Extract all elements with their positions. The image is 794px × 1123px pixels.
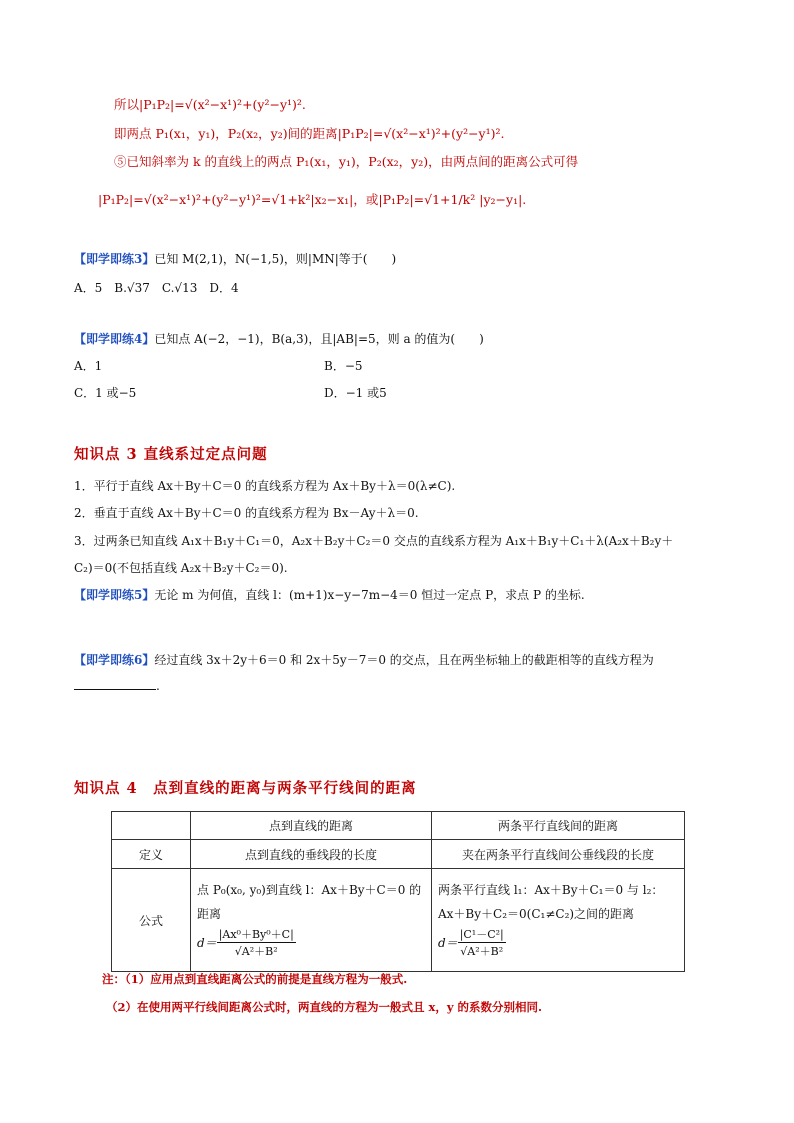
- exercise-3-tag: 【即学即练3】: [74, 252, 155, 266]
- note-2: （2）在使用两平行线间距离公式时，两直线的方程为一般式且 x，y 的系数分别相同.: [106, 1000, 543, 1014]
- formula-point-numerator: |Ax⁰＋By⁰＋C|: [218, 928, 294, 941]
- exercise-4-option-a: A．1: [74, 359, 103, 373]
- table-corner-cell: [112, 812, 191, 840]
- formula-parallel-numerator: |C¹－C²|: [459, 928, 504, 941]
- section-3-item-3b: C₂)＝0(不包括直线 A₂x＋B₂y＋C₂＝0).: [74, 561, 288, 575]
- formula-parallel-desc-2: Ax＋By＋C₂＝0(C₁≠C₂)之间的距离: [438, 907, 635, 921]
- exercise-4-option-b: B．−5: [324, 359, 363, 373]
- exercise-4-option-c: C．1 或−5: [74, 386, 137, 400]
- table-header-row: [112, 812, 685, 840]
- exercise-5: [74, 586, 585, 603]
- answer-blank-period: .: [156, 679, 160, 693]
- exercise-3-question: [74, 250, 396, 267]
- table-header-parallel-lines: 两条平行直线间的距离: [432, 812, 685, 840]
- exercise-4-text: 已知点 A(−2，−1)，B(a,3)，且|AB|=5，则 a 的值为( ): [154, 332, 484, 346]
- formula-parallel-d: d＝: [438, 936, 458, 950]
- exercise-4-option-d: D．−1 或5: [324, 386, 387, 400]
- formula-point-desc-2: 距离: [197, 907, 222, 921]
- distance-comparison-table: [111, 811, 685, 972]
- section-3-item-1: 1．平行于直线 Ax＋By＋C＝0 的直线系方程为 Ax＋By＋λ＝0(λ≠C).: [74, 479, 456, 493]
- section-3-item-3a: 3．过两条已知直线 A₁x＋B₁y＋C₁＝0，A₂x＋B₂y＋C₂＝0 交点的直线系方程为 A₁x＋B₁y＋C₁＋λ(A₂x＋B₂y＋: [74, 534, 674, 548]
- table-row-label-formula: 公式: [112, 869, 191, 972]
- exercise-4-tag: 【即学即练4】: [74, 332, 155, 346]
- formula-parallel-expression: [438, 926, 678, 959]
- formula-parallel-denominator: √A²＋B²: [460, 945, 504, 958]
- table-header-point-line: 点到直线的距离: [191, 812, 432, 840]
- table-row: [112, 869, 685, 972]
- table-cell-formula-parallel: [432, 869, 685, 972]
- exercise-6-tag: 【即学即练6】: [74, 653, 155, 667]
- exercise-5-text: 无论 m 为何值，直线 l：(m+1)x−y−7m−4＝0 恒过一定点 P，求点 P 的坐标.: [154, 588, 585, 602]
- distance-formula-line-1: 所以|P₁P₂|=√(x²−x¹)²+(y²−y¹)².: [114, 97, 306, 112]
- table-row: [112, 840, 685, 869]
- table-cell-definition-point: 点到直线的垂线段的长度: [191, 840, 432, 869]
- table-cell-definition-parallel: 夹在两条平行直线间公垂线段的长度: [432, 840, 685, 869]
- table-row-label-definition: 定义: [112, 840, 191, 869]
- formula-parallel-fraction: [458, 926, 506, 959]
- section-3-heading: 知识点 3 直线系过定点问题: [74, 446, 268, 463]
- exercise-6-text: 经过直线 3x＋2y＋6＝0 和 2x＋5y－7＝0 的交点，且在两坐标轴上的截距相等的直线方程为: [154, 653, 654, 667]
- distance-formula-line-2: 即两点 P₁(x₁，y₁)，P₂(x₂，y₂)间的距离|P₁P₂|=√(x²−x¹)²+(y²−y¹)².: [114, 126, 505, 141]
- exercise-6: [74, 651, 654, 668]
- slope-distance-intro: ⑤已知斜率为 k 的直线上的两点 P₁(x₁，y₁)，P₂(x₂，y₂)，由两点间的距离公式可得: [114, 154, 579, 169]
- exercise-3-text: 已知 M(2,1)，N(−1,5)，则|MN|等于( ): [154, 252, 397, 266]
- answer-blank[interactable]: [74, 677, 156, 690]
- note-1: 注：（1）应用点到直线距离公式的前提是直线方程为一般式.: [102, 972, 408, 986]
- section-4-heading: 知识点 4 点到直线的距离与两条平行线间的距离: [74, 780, 417, 797]
- exercise-6-answer-line[interactable]: [74, 677, 160, 693]
- formula-point-denominator: √A²＋B²: [234, 945, 278, 958]
- formula-point-expression: [197, 926, 425, 959]
- exercise-5-tag: 【即学即练5】: [74, 588, 155, 602]
- formula-point-desc-1: 点 P₀(x₀, y₀)到直线 l：Ax＋By＋C＝0 的: [197, 883, 422, 897]
- formula-point-d: d＝: [197, 936, 217, 950]
- formula-parallel-desc-1: 两条平行直线 l₁：Ax＋By＋C₁＝0 与 l₂：: [438, 883, 664, 897]
- exercise-3-options: A．5 B.√37 C.√13 D．4: [74, 281, 239, 295]
- slope-distance-formula: |P₁P₂|=√(x²−x¹)²+(y²−y¹)²=√1+k²|x₂−x₁|，或|P₁P₂|=√1+1/k² |y₂−y₁|.: [98, 192, 527, 207]
- table-cell-formula-point: [191, 869, 432, 972]
- exercise-4-question: [74, 330, 484, 347]
- formula-point-fraction: [217, 926, 296, 959]
- section-3-item-2: 2．垂直于直线 Ax＋By＋C＝0 的直线系方程为 Bx－Ay＋λ＝0.: [74, 506, 419, 520]
